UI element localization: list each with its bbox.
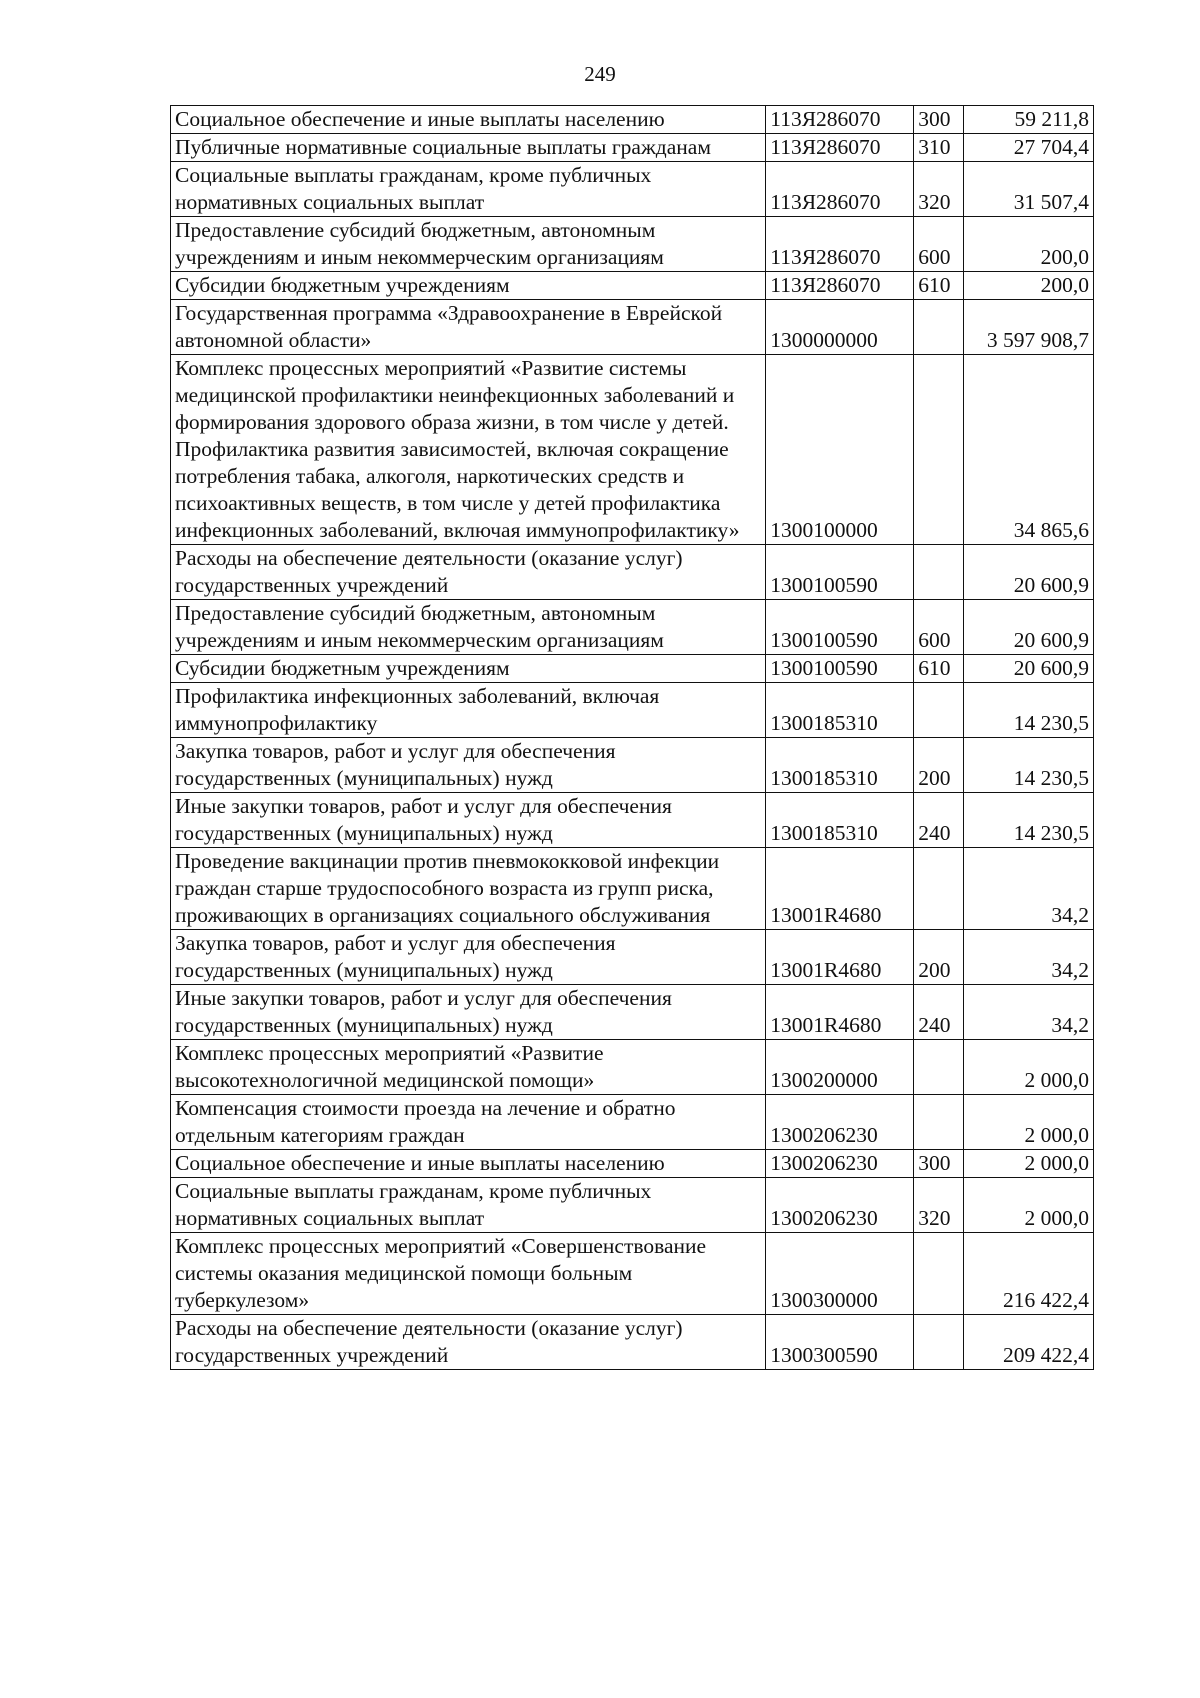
row-amount-cell: 2 000,0: [964, 1178, 1094, 1233]
table-row: [171, 545, 1094, 600]
row-amount-cell: 34 865,6: [964, 355, 1094, 545]
row-code-cell: 1300100590: [766, 545, 914, 600]
row-name-cell: Предоставление субсидий бюджетным, автономным учреждениям и иным некоммерческим организациям: [171, 217, 766, 272]
row-name-cell: Социальное обеспечение и иные выплаты населению: [171, 106, 766, 134]
row-name-cell: Иные закупки товаров, работ и услуг для обеспечения государственных (муниципальных) нужд: [171, 985, 766, 1040]
row-type-cell: 610: [914, 272, 964, 300]
row-amount-cell: 20 600,9: [964, 600, 1094, 655]
table-row: [171, 272, 1094, 300]
row-amount-cell: 34,2: [964, 930, 1094, 985]
table-row: [171, 162, 1094, 217]
table-row: [171, 1040, 1094, 1095]
row-code-cell: 1300300590: [766, 1315, 914, 1370]
row-name-cell: Субсидии бюджетным учреждениям: [171, 272, 766, 300]
row-code-cell: 13001R4680: [766, 848, 914, 930]
row-type-cell: 200: [914, 738, 964, 793]
row-type-cell: 600: [914, 600, 964, 655]
row-amount-cell: 2 000,0: [964, 1095, 1094, 1150]
row-amount-cell: 14 230,5: [964, 683, 1094, 738]
table-row: [171, 1233, 1094, 1315]
table-row: [171, 355, 1094, 545]
table-row: [171, 1178, 1094, 1233]
row-type-cell: [914, 300, 964, 355]
row-name-cell: Социальные выплаты гражданам, кроме публичных нормативных социальных выплат: [171, 162, 766, 217]
row-amount-cell: 14 230,5: [964, 793, 1094, 848]
table-row: [171, 1315, 1094, 1370]
row-type-cell: [914, 355, 964, 545]
row-amount-cell: 209 422,4: [964, 1315, 1094, 1370]
page-number: 249: [584, 62, 616, 86]
row-type-cell: [914, 1040, 964, 1095]
table-row: [171, 106, 1094, 134]
row-name-cell: Социальное обеспечение и иные выплаты населению: [171, 1150, 766, 1178]
row-code-cell: 1300300000: [766, 1233, 914, 1315]
row-code-cell: 113Я286070: [766, 272, 914, 300]
row-type-cell: 300: [914, 1150, 964, 1178]
row-type-cell: 310: [914, 134, 964, 162]
row-code-cell: 1300206230: [766, 1178, 914, 1233]
row-name-cell: Комплекс процессных мероприятий «Развитие высокотехнологичной медицинской помощи»: [171, 1040, 766, 1095]
row-code-cell: 1300100590: [766, 600, 914, 655]
row-amount-cell: 216 422,4: [964, 1233, 1094, 1315]
table-row: [171, 600, 1094, 655]
row-type-cell: 610: [914, 655, 964, 683]
row-code-cell: 1300185310: [766, 793, 914, 848]
table-row: [171, 1095, 1094, 1150]
row-type-cell: [914, 683, 964, 738]
row-name-cell: Предоставление субсидий бюджетным, автономным учреждениям и иным некоммерческим организациям: [171, 600, 766, 655]
row-type-cell: 200: [914, 930, 964, 985]
row-amount-cell: 200,0: [964, 272, 1094, 300]
row-type-cell: [914, 1233, 964, 1315]
table-row: [171, 738, 1094, 793]
row-code-cell: 113Я286070: [766, 106, 914, 134]
row-name-cell: Субсидии бюджетным учреждениям: [171, 655, 766, 683]
budget-table: [170, 105, 1094, 1370]
row-name-cell: Государственная программа «Здравоохранение в Еврейской автономной области»: [171, 300, 766, 355]
row-name-cell: Компенсация стоимости проезда на лечение и обратно отдельным категориям граждан: [171, 1095, 766, 1150]
row-amount-cell: 27 704,4: [964, 134, 1094, 162]
table-row: [171, 683, 1094, 738]
row-code-cell: 1300100000: [766, 355, 914, 545]
table-row: [171, 848, 1094, 930]
table-row: [171, 985, 1094, 1040]
row-amount-cell: 31 507,4: [964, 162, 1094, 217]
row-code-cell: 1300185310: [766, 738, 914, 793]
row-amount-cell: 2 000,0: [964, 1150, 1094, 1178]
row-code-cell: 1300000000: [766, 300, 914, 355]
row-name-cell: Комплекс процессных мероприятий «Развитие системы медицинской профилактики неинфекционных заболеваний и формирования здорового образа жизни, в том числе у детей. Профилактика развития зависимостей, включая сокращение потребления табака, алкоголя, наркотических средств и психоактивных веществ, в том числе у детей профилактика инфекционных заболеваний, включая иммунопрофилактику»: [171, 355, 766, 545]
row-code-cell: 13001R4680: [766, 985, 914, 1040]
row-name-cell: Расходы на обеспечение деятельности (оказание услуг) государственных учреждений: [171, 1315, 766, 1370]
row-name-cell: Публичные нормативные социальные выплаты гражданам: [171, 134, 766, 162]
row-code-cell: 1300100590: [766, 655, 914, 683]
row-amount-cell: 3 597 908,7: [964, 300, 1094, 355]
row-name-cell: Профилактика инфекционных заболеваний, включая иммунопрофилактику: [171, 683, 766, 738]
table-row: [171, 930, 1094, 985]
row-code-cell: 1300185310: [766, 683, 914, 738]
table-row: [171, 1150, 1094, 1178]
row-type-cell: [914, 545, 964, 600]
row-code-cell: 113Я286070: [766, 162, 914, 217]
table-row: [171, 134, 1094, 162]
budget-table-body: [171, 106, 1094, 1370]
row-name-cell: Иные закупки товаров, работ и услуг для обеспечения государственных (муниципальных) нужд: [171, 793, 766, 848]
row-code-cell: 1300200000: [766, 1040, 914, 1095]
row-type-cell: 320: [914, 162, 964, 217]
row-type-cell: [914, 1095, 964, 1150]
row-code-cell: 13001R4680: [766, 930, 914, 985]
row-amount-cell: 59 211,8: [964, 106, 1094, 134]
row-amount-cell: 20 600,9: [964, 655, 1094, 683]
row-code-cell: 1300206230: [766, 1150, 914, 1178]
row-amount-cell: 200,0: [964, 217, 1094, 272]
row-amount-cell: 34,2: [964, 985, 1094, 1040]
row-type-cell: 600: [914, 217, 964, 272]
row-code-cell: 113Я286070: [766, 217, 914, 272]
row-type-cell: 320: [914, 1178, 964, 1233]
row-name-cell: Расходы на обеспечение деятельности (оказание услуг) государственных учреждений: [171, 545, 766, 600]
row-amount-cell: 34,2: [964, 848, 1094, 930]
row-type-cell: 240: [914, 793, 964, 848]
table-row: [171, 300, 1094, 355]
row-type-cell: 300: [914, 106, 964, 134]
row-amount-cell: 2 000,0: [964, 1040, 1094, 1095]
row-amount-cell: 14 230,5: [964, 738, 1094, 793]
row-name-cell: Закупка товаров, работ и услуг для обеспечения государственных (муниципальных) нужд: [171, 738, 766, 793]
row-type-cell: 240: [914, 985, 964, 1040]
row-amount-cell: 20 600,9: [964, 545, 1094, 600]
row-code-cell: 113Я286070: [766, 134, 914, 162]
row-type-cell: [914, 848, 964, 930]
row-name-cell: Закупка товаров, работ и услуг для обеспечения государственных (муниципальных) нужд: [171, 930, 766, 985]
row-name-cell: Комплекс процессных мероприятий «Совершенствование системы оказания медицинской помощи больным туберкулезом»: [171, 1233, 766, 1315]
row-name-cell: Проведение вакцинации против пневмококковой инфекции граждан старше трудоспособного возраста из групп риска, проживающих в организациях социального обслуживания: [171, 848, 766, 930]
table-row: [171, 793, 1094, 848]
row-type-cell: [914, 1315, 964, 1370]
table-row: [171, 655, 1094, 683]
table-row: [171, 217, 1094, 272]
row-code-cell: 1300206230: [766, 1095, 914, 1150]
row-name-cell: Социальные выплаты гражданам, кроме публичных нормативных социальных выплат: [171, 1178, 766, 1233]
